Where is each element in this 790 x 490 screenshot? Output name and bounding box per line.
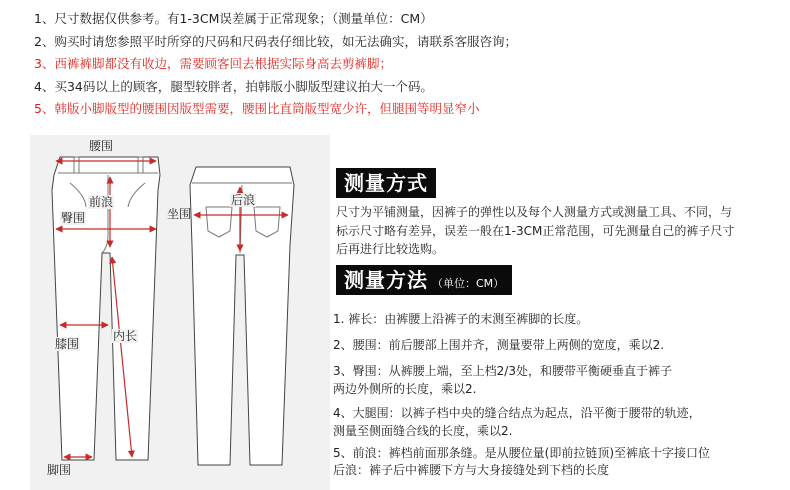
measure-way-description: 尺寸为平铺测量，因裤子的弹性以及每个人测量方式或测量工具、不同，与标示尺寸略有差异，误差一般在1-3CM正常范围，可先测量自己的裤子尺寸后再进行比较选购。 xyxy=(336,205,735,256)
pants-illustration xyxy=(30,135,330,490)
label-waist: 腰围 xyxy=(89,139,114,153)
note-1: 1、尺寸数据仅供参考。有1-3CM误差属于正常现象；（测量单位：CM） xyxy=(34,11,433,26)
pants-measurement-diagram xyxy=(30,135,330,490)
note-2: 2、购买时请您参照平时所穿的尺码和尺码表仔细比较，如无法确实，请联系客服咨询； xyxy=(34,33,517,49)
section-title-measure-way-text: 测量方式 xyxy=(344,171,428,195)
label-front-rise: 前浪 xyxy=(89,195,114,209)
label-knee: 膝围 xyxy=(55,337,80,351)
note-4: 4、买34码以上的顾客，腿型较胖者，拍韩版小脚版型建议拍大一个码。 xyxy=(34,78,433,94)
section-title-measure-way xyxy=(336,168,436,198)
section-title-measure-method-text: 测量方法 xyxy=(344,268,428,292)
method-item: 两边外侧所的长度，乘以2. xyxy=(333,382,477,396)
back-pants-outline xyxy=(190,167,294,465)
method-item: 4、大腿围：以裤子档中央的缝合结点为起点，沿平衡于腰带的轨迹， xyxy=(333,406,701,420)
label-hem: 脚围 xyxy=(47,463,72,477)
label-back-rise: 后浪 xyxy=(231,193,256,207)
label-hip: 臀围 xyxy=(61,211,86,225)
unit-label: （单位：CM） xyxy=(432,277,505,290)
note-5: 5、韩版小脚版型的腰围因版型需要，腰围比直筒版型宽少许，但腿围等明显窄小 xyxy=(34,101,480,116)
method-item: 后浪：裤子后中裤腰下方与大身接缝处到下档的长度 xyxy=(333,463,610,477)
method-item: 3、臀围：从裤腰上端，至上档2/3处，和腰带平衡硬垂直于裤子 xyxy=(333,364,672,378)
label-seat: 坐围 xyxy=(167,207,192,221)
section-title-measure-method xyxy=(336,265,512,295)
label-inseam: 内长 xyxy=(113,329,138,343)
method-item: 2、腰围：前后腰部上围并齐，测量要带上两侧的宽度，乘以2. xyxy=(333,338,665,352)
method-item: 1. 裤长：由裤腰上沿裤子的末测至裤脚的长度。 xyxy=(333,312,589,326)
notes-list xyxy=(34,8,774,121)
method-item: 测量至侧面缝合线的长度，乘以2. xyxy=(333,424,513,438)
method-item: 5、前浪：裤档前面那条缝。是从腰位量(即前拉链顶)至裤底十字接口位 xyxy=(333,446,711,460)
note-3: 3、西裤裤脚都没有收边，需要顾客回去根据实际身高去剪裤脚； xyxy=(34,56,392,71)
